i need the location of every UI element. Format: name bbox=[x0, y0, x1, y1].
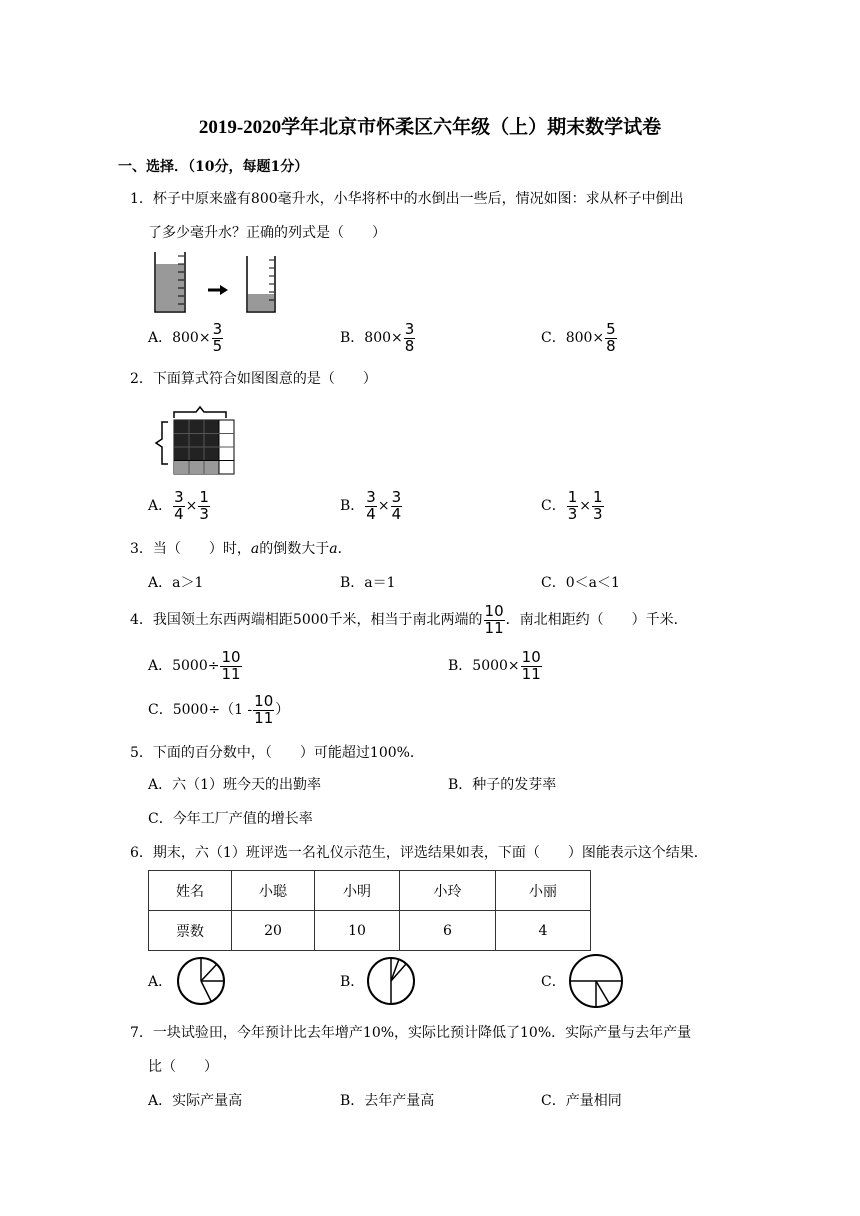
table-cell: 6 bbox=[400, 911, 496, 951]
fraction-denominator: 5 bbox=[212, 336, 223, 355]
fraction-denominator: 11 bbox=[254, 708, 274, 727]
q4-text bbox=[130, 604, 688, 637]
table-row bbox=[149, 911, 591, 951]
table-cell: 4 bbox=[496, 911, 591, 951]
table-header-cell: 小聪 bbox=[232, 871, 315, 911]
fraction bbox=[220, 650, 241, 683]
fraction-denominator: 3 bbox=[199, 504, 209, 523]
q1-option-c-prefix: C．800× bbox=[541, 330, 605, 347]
fraction-numerator: 5 bbox=[606, 320, 616, 338]
q4-option-c-prefix: C．5000÷（1 - bbox=[148, 702, 253, 719]
table-cell: 20 bbox=[232, 911, 315, 951]
multiply-sign: × bbox=[579, 498, 591, 515]
q4-option-b[interactable] bbox=[448, 650, 543, 683]
q1-text-line2: 了多少毫升水？正确的列式是（ ） bbox=[148, 225, 386, 241]
fraction-denominator: 11 bbox=[484, 618, 504, 637]
fraction-numerator: 3 bbox=[366, 488, 376, 506]
q3-variable: a bbox=[329, 541, 338, 557]
q1-text-line1: 1．杯子中原来盛有800毫升水，小华将杯中的水倒出一些后，情况如图：求从杯子中倒出 bbox=[130, 191, 684, 207]
q4-option-a-prefix: A．5000÷ bbox=[148, 658, 220, 675]
fraction-numerator: 10 bbox=[521, 648, 541, 666]
fraction bbox=[253, 694, 274, 727]
table-header-cell: 小玲 bbox=[400, 871, 496, 911]
multiply-sign: × bbox=[185, 498, 198, 515]
fraction bbox=[404, 322, 416, 355]
q7-text-line1: 7．一块试验田，今年预计比去年增产10%，实际比预计降低了10%．实际产量与去年产量 bbox=[130, 1025, 692, 1041]
fraction-numerator: 3 bbox=[404, 320, 415, 338]
fraction-numerator: 3 bbox=[174, 488, 184, 506]
q7-option-c[interactable]: C．产量相同 bbox=[541, 1093, 622, 1109]
fraction bbox=[605, 322, 617, 355]
q7-option-a[interactable]: A．实际产量高 bbox=[148, 1093, 243, 1109]
q2-option-c-prefix: C． bbox=[541, 498, 566, 515]
q3-option-a[interactable]: A．a＞1 bbox=[148, 575, 204, 591]
q3-text bbox=[130, 542, 352, 556]
multiply-sign: × bbox=[377, 498, 390, 515]
q2-option-b[interactable] bbox=[340, 490, 403, 523]
q5-option-c[interactable]: C．今年工厂产值的增长率 bbox=[148, 811, 313, 827]
q3-option-c[interactable]: C．0＜a＜1 bbox=[541, 575, 620, 591]
table-header-cell: 姓名 bbox=[149, 871, 232, 911]
fraction-numerator: 1 bbox=[199, 488, 209, 506]
q4-option-c[interactable] bbox=[148, 694, 289, 727]
q3-variable: a bbox=[250, 541, 260, 557]
fraction bbox=[212, 322, 224, 355]
q1-option-a-prefix: A．800× bbox=[148, 330, 211, 347]
fraction-numerator: 3 bbox=[391, 488, 402, 506]
pie-chart-c[interactable] bbox=[568, 957, 624, 1005]
q4-text-a: 4．我国领土东西两端相距5000千米，相当于南北两端的 bbox=[130, 612, 483, 629]
fraction bbox=[365, 490, 377, 523]
q1-option-b[interactable] bbox=[340, 322, 416, 355]
q2-text: 2．下面算式符合如图图意的是（ ） bbox=[130, 371, 377, 387]
table-header-cell: 小明 bbox=[315, 871, 400, 911]
fraction-numerator: 10 bbox=[254, 692, 274, 710]
q2-option-a[interactable] bbox=[148, 490, 211, 523]
q3-text-b: 的倒数大于 bbox=[259, 541, 330, 557]
q5-option-b[interactable]: B．种子的发芽率 bbox=[448, 777, 557, 793]
q4-option-b-prefix: B．5000× bbox=[448, 658, 520, 675]
q6-option-a-label[interactable]: A． bbox=[148, 974, 173, 990]
pie-chart-b[interactable] bbox=[366, 957, 416, 1005]
fraction-denominator: 4 bbox=[174, 504, 184, 523]
cup-figure bbox=[150, 250, 280, 316]
fraction-denominator: 4 bbox=[391, 504, 402, 523]
table-cell: 10 bbox=[315, 911, 400, 951]
q2-option-a-prefix: A． bbox=[148, 498, 173, 515]
table-cell: 票数 bbox=[149, 911, 232, 951]
q2-option-c[interactable] bbox=[541, 490, 605, 523]
fraction bbox=[521, 650, 542, 683]
fraction-denominator: 4 bbox=[366, 504, 376, 523]
q1-option-a[interactable] bbox=[148, 322, 224, 355]
grid-figure bbox=[152, 406, 236, 478]
fraction-denominator: 3 bbox=[593, 504, 603, 523]
fraction-numerator: 10 bbox=[221, 648, 241, 666]
fraction-denominator: 11 bbox=[221, 664, 241, 683]
fraction-denominator: 11 bbox=[521, 664, 541, 683]
fraction-numerator: 3 bbox=[212, 320, 223, 338]
fraction bbox=[592, 490, 604, 523]
fraction bbox=[391, 490, 403, 523]
q5-option-a[interactable]: A．六（1）班今天的出勤率 bbox=[148, 777, 322, 793]
q4-option-a[interactable] bbox=[148, 650, 243, 683]
q3-option-b[interactable]: B．a＝1 bbox=[340, 575, 396, 591]
fraction bbox=[567, 490, 579, 523]
q1-option-b-prefix: B．800× bbox=[340, 330, 403, 347]
q4-option-c-suffix: ） bbox=[275, 702, 290, 719]
q6-text: 6．期末，六（1）班评选一名礼仪示范生，评选结果如表，下面（ ）图能表示这个结果． bbox=[130, 845, 708, 861]
fraction bbox=[198, 490, 210, 523]
fraction-denominator: 3 bbox=[567, 504, 578, 523]
table-row bbox=[149, 871, 591, 911]
q2-option-b-prefix: B． bbox=[340, 498, 365, 515]
q7-text-line2: 比（ ） bbox=[148, 1059, 218, 1075]
page-title: 2019-2020学年北京市怀柔区六年级（上）期末数学试卷 bbox=[198, 117, 662, 138]
fraction bbox=[484, 604, 505, 637]
q6-option-b-label[interactable]: B． bbox=[340, 974, 365, 990]
q4-text-b: ．南北相距约（ ）千米． bbox=[505, 612, 688, 629]
pie-chart-a[interactable] bbox=[176, 957, 226, 1005]
fraction-denominator: 8 bbox=[404, 336, 415, 355]
fraction-numerator: 10 bbox=[484, 602, 504, 620]
table-header-cell: 小丽 bbox=[496, 871, 591, 911]
section-heading: 一、选择．（10分，每题1分） bbox=[118, 159, 309, 175]
q3-text-c: ． bbox=[337, 541, 352, 557]
q5-text: 5．下面的百分数中，（ ）可能超过100%． bbox=[130, 745, 424, 761]
q1-option-c[interactable] bbox=[541, 322, 618, 355]
q7-option-b[interactable]: B．去年产量高 bbox=[340, 1093, 435, 1109]
fraction-numerator: 1 bbox=[567, 488, 578, 506]
fraction-numerator: 1 bbox=[593, 488, 603, 506]
fraction bbox=[173, 490, 185, 523]
q3-text-a: 3．当（ ）时， bbox=[130, 541, 251, 557]
vote-table bbox=[148, 870, 591, 951]
q6-option-c-label[interactable]: C． bbox=[541, 974, 566, 990]
fraction-denominator: 8 bbox=[606, 336, 616, 355]
